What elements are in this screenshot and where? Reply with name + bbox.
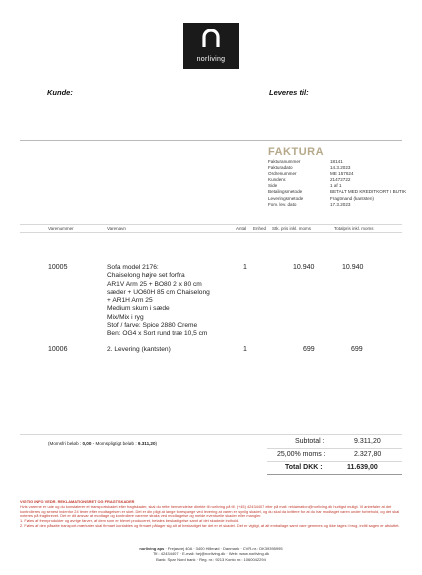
- subtotal-value: 9.311,20: [354, 438, 381, 445]
- text-line: Hvis varerne er ude og du konstaterer et transportskadet eller fragtskader, skal du rette henvendelse direkte til norliving på tlf. (+45) 42434407 eller på mail: reklamation@norliving.dk hurtigst muligt. Vi anbefaler at det kontrolleres og senest indenfor 24 timer efter modtagelsen er sket. Det er din pligt at lange forespørge ved levering at varen er synlig skadet, og du skal da kvittere for at du har modtaget varen under forbehold, og det skal noteres på fragtbrevet. Det er dit ansvar at modtage og kontrollere varerne straks ved modtagelse og melde eventuelle skader eller mangler.: [20, 503, 400, 519]
- text-line: AR1V Arm 25 + BO80 2 x 80 cm: [107, 280, 202, 288]
- invoice-title: FAKTURA: [268, 146, 325, 158]
- table-header-top-line: [20, 224, 402, 225]
- text-line: 1. Føles af fremprodukter og øvrige farver, af dem som er blevet produceret, betales beskadigelse samt af det skadede indhold.: [20, 518, 240, 524]
- subtotal-line: [267, 448, 402, 449]
- invoice-detail-row: Ordrenummer ME 157624: [268, 171, 354, 177]
- vat-breakdown: (Momsfri beløb : 0,00 - Momspligtigt beløb : 9.311,20): [48, 441, 158, 446]
- item-number: 10006: [48, 346, 68, 353]
- invoice-detail-row: Leveringsmetode Fragtmand (kantsten): [268, 195, 374, 201]
- header-divider: [20, 140, 402, 141]
- item-unit-price: 699: [303, 346, 315, 353]
- text-line: Chaiselong højre set forfra: [107, 272, 185, 280]
- item-description: [107, 264, 232, 339]
- claims-info-text: [20, 505, 402, 529]
- vat-value: 2.327,80: [354, 451, 382, 458]
- item-number: 10005: [48, 264, 68, 271]
- company-contact: Tlf.: 42434407 · E-mail: hej@norliving.dk · Web: www.norliving.dk: [152, 551, 270, 557]
- text-line: + AR1H Arm 25: [107, 297, 153, 305]
- brand-name: norliving: [196, 56, 226, 63]
- claims-info-heading: VIGTIG INFO VEDR. REKLAMATIONSRET OG FRAGTSKADER: [20, 499, 135, 504]
- subtotal-label: Subtotal :: [295, 438, 325, 445]
- col-header-enhed: Enhed: [253, 226, 267, 231]
- logo-n-icon: [201, 29, 221, 47]
- table-header-bottom-line: [20, 232, 402, 233]
- total-line: [267, 474, 402, 475]
- col-header-totalpris: Totalpris inkl. moms: [334, 226, 374, 231]
- total-label: Total DKK :: [285, 464, 323, 471]
- invoice-detail-row: Kundenr. 21472722: [268, 177, 351, 183]
- claims-info: [20, 500, 402, 529]
- col-header-antal: Antal: [236, 226, 247, 231]
- item-quantity: 1: [243, 346, 247, 353]
- invoice-detail-row: Forv. lev. dato 17.3.2023: [268, 201, 351, 207]
- col-header-varenavn: Varenavn: [107, 226, 126, 231]
- customer-label: Kunde:: [47, 88, 73, 97]
- col-header-stk-pris: Stk. pris inkl. moms: [272, 226, 312, 231]
- text-line: Ben: OG4 x Sort rund træ 10,5 cm: [107, 330, 208, 338]
- text-line: Medium skum i sæde: [107, 305, 170, 313]
- delivery-label: Leveres til:: [269, 88, 309, 97]
- col-header-varenummer: Varenummer: [48, 226, 74, 231]
- item-unit-price: 10.940: [293, 264, 315, 271]
- summary-top-line: [20, 434, 402, 435]
- item-total-price: 10.940: [342, 264, 364, 271]
- text-line: Mix/Mix i ryg: [107, 313, 144, 321]
- company-address: [20, 546, 402, 562]
- vat-line: [267, 461, 402, 462]
- item-total-price: 699: [351, 346, 363, 353]
- company-name: norliving aps: [139, 546, 165, 551]
- invoice-detail-row: Fakturanummer 18141: [268, 159, 343, 164]
- invoice-detail-row: Side 1 af 1: [268, 183, 342, 189]
- text-line: sæder + UO60H 85 cm Chaiselong: [107, 288, 210, 296]
- company-bank: Bank: Spar Nord bank · Reg. nr.: 9213 Konto nr.: 1060042294: [156, 556, 266, 562]
- text-line: Stof / farve: Spice 2880 Creme: [107, 322, 198, 330]
- total-value: 11.639,00: [347, 464, 378, 471]
- company-address-line: · Frejasvej 40A · 3400 Hillerød · Danmark · CVR-nr.: DK39395995: [165, 546, 283, 551]
- invoice-detail-row: Betalingsmetode BETALT MED KREDITKORT I BUTIK: [268, 189, 407, 195]
- invoice-detail-row: Fakturadato 14.3.2023: [268, 165, 351, 171]
- item-quantity: 1: [243, 264, 247, 271]
- vat-label: 25,00% moms :: [277, 451, 326, 458]
- item-description: 2. Levering (kantsten): [107, 346, 171, 353]
- brand-logo: [183, 23, 239, 69]
- invoice-details: [268, 159, 410, 208]
- text-line: Sofa model 2176:: [107, 264, 159, 271]
- text-line: 2. Føles af den påsatte transport-mærkater skal firmaet kontaktes og firmaet påtager sig alt af beskadiget før det er et skadet. Det er vigtigt, at alt emballage samt vare gemmes og ikke tages i brug, indtil sagen er afsluttet.: [20, 522, 400, 528]
